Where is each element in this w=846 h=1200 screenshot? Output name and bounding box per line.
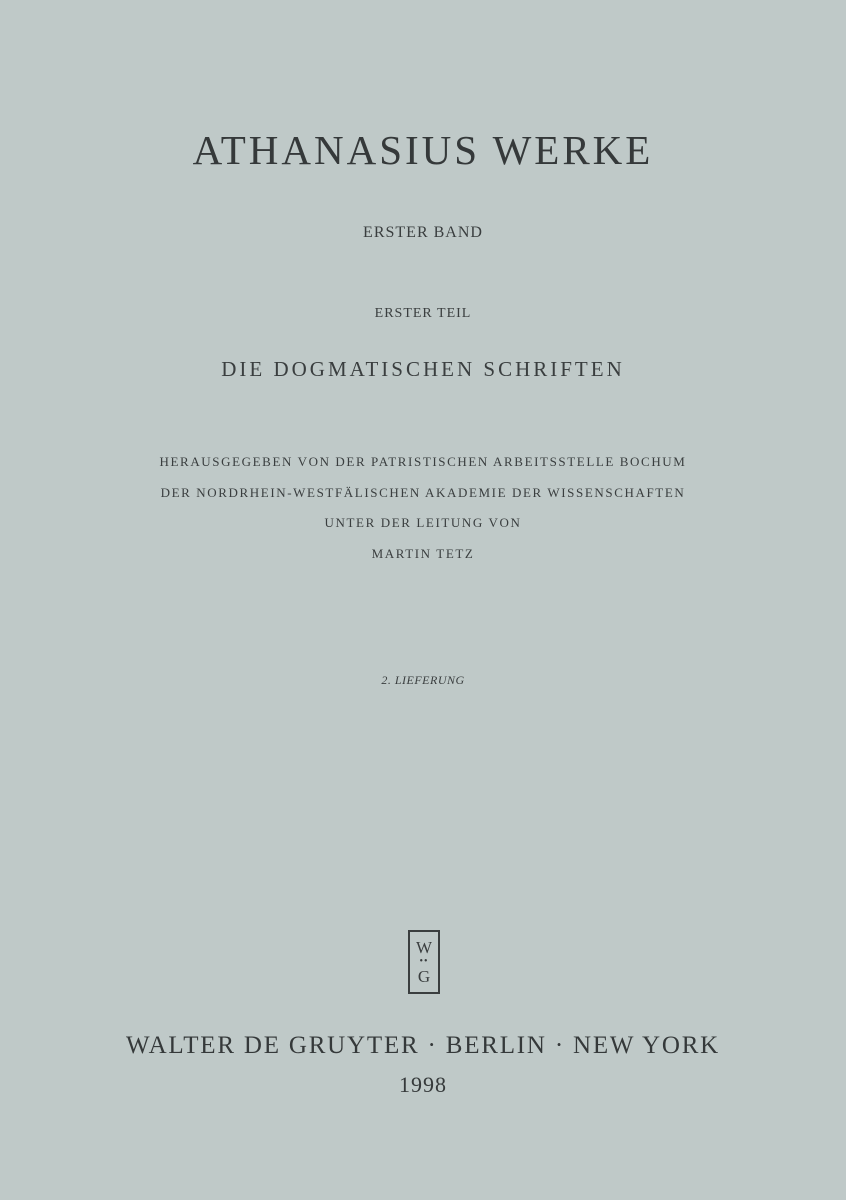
book-subtitle: DIE DOGMATISCHEN SCHRIFTEN: [221, 357, 625, 381]
logo-letter-w: W: [415, 938, 433, 957]
volume-label: ERSTER BAND: [363, 224, 483, 241]
logo-letter-g: G: [417, 967, 431, 986]
editor-name: MARTIN TETZ: [371, 546, 475, 561]
delivery-label: 2. LIEFERUNG: [381, 673, 465, 687]
editor-line: DER NORDRHEIN-WESTFÄLISCHEN AKADEMIE DER WISSENSCHAFTEN: [160, 485, 686, 500]
publication-year: 1998: [399, 1072, 447, 1097]
logo-dots: ••: [419, 956, 429, 967]
publisher-logo: [408, 930, 440, 994]
editor-line: HERAUSGEGEBEN VON DER PATRISTISCHEN ARBEITSSTELLE BOCHUM: [159, 454, 687, 469]
book-title: ATHANASIUS WERKE: [192, 127, 654, 173]
part-label: ERSTER TEIL: [374, 306, 472, 321]
publisher-line: WALTER DE GRUYTER · BERLIN · NEW YORK: [125, 1032, 721, 1059]
editor-line: UNTER DER LEITUNG VON: [324, 515, 522, 530]
